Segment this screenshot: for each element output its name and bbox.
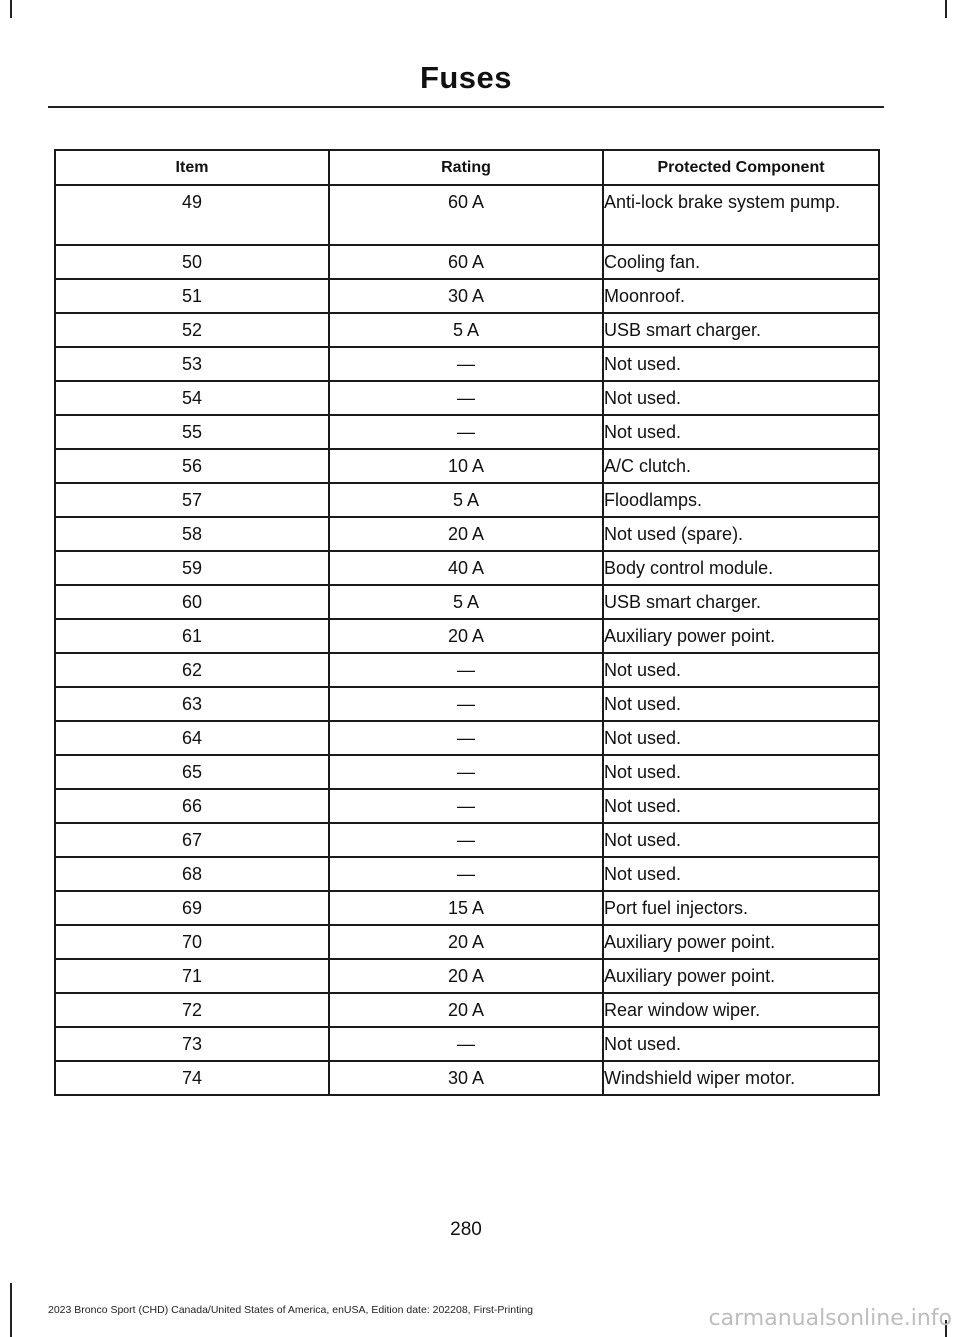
cell-item: 49 — [55, 185, 329, 245]
cell-rating: — — [329, 415, 603, 449]
cell-protected-component: Not used. — [603, 415, 879, 449]
table-row — [55, 347, 879, 381]
table-row — [55, 381, 879, 415]
cell-protected-component: Moonroof. — [603, 279, 879, 313]
table-row — [55, 245, 879, 279]
cell-rating: — — [329, 755, 603, 789]
cell-protected-component: Auxiliary power point. — [603, 619, 879, 653]
table-row — [55, 755, 879, 789]
cell-item: 64 — [55, 721, 329, 755]
table-row — [55, 1061, 879, 1095]
table-row — [55, 925, 879, 959]
table-row — [55, 313, 879, 347]
cell-rating: 60 A — [329, 185, 603, 245]
cell-rating: 5 A — [329, 585, 603, 619]
cell-rating: 20 A — [329, 925, 603, 959]
cell-rating: — — [329, 857, 603, 891]
table-row — [55, 483, 879, 517]
cell-item: 65 — [55, 755, 329, 789]
table-row — [55, 959, 879, 993]
cell-item: 58 — [55, 517, 329, 551]
cell-item: 57 — [55, 483, 329, 517]
table-row — [55, 279, 879, 313]
cell-rating: — — [329, 381, 603, 415]
cell-item: 72 — [55, 993, 329, 1027]
cell-protected-component: Floodlamps. — [603, 483, 879, 517]
fuse-table — [54, 149, 880, 1096]
cell-rating: — — [329, 823, 603, 857]
cell-item: 69 — [55, 891, 329, 925]
table-row — [55, 1027, 879, 1061]
cell-protected-component: Not used (spare). — [603, 517, 879, 551]
cell-rating: 20 A — [329, 517, 603, 551]
table-row — [55, 993, 879, 1027]
cell-protected-component: Anti-lock brake system pump. — [603, 185, 879, 245]
crop-mark-top-left — [10, 0, 12, 18]
table-row — [55, 619, 879, 653]
cell-protected-component: Not used. — [603, 755, 879, 789]
cell-item: 51 — [55, 279, 329, 313]
table-row — [55, 415, 879, 449]
cell-rating: 20 A — [329, 993, 603, 1027]
cell-protected-component: Not used. — [603, 347, 879, 381]
cell-rating: — — [329, 789, 603, 823]
cell-item: 54 — [55, 381, 329, 415]
cell-item: 74 — [55, 1061, 329, 1095]
table-row — [55, 449, 879, 483]
cell-rating: — — [329, 687, 603, 721]
crop-mark-top-right — [945, 0, 947, 18]
table-row — [55, 891, 879, 925]
cell-item: 63 — [55, 687, 329, 721]
table-row — [55, 551, 879, 585]
table-row — [55, 823, 879, 857]
cell-item: 56 — [55, 449, 329, 483]
cell-rating: 20 A — [329, 959, 603, 993]
cell-item: 67 — [55, 823, 329, 857]
cell-protected-component: Not used. — [603, 721, 879, 755]
table-row — [55, 721, 879, 755]
cell-item: 52 — [55, 313, 329, 347]
table-row — [55, 857, 879, 891]
cell-protected-component: Port fuel injectors. — [603, 891, 879, 925]
cell-protected-component: USB smart charger. — [603, 313, 879, 347]
cell-protected-component: Not used. — [603, 687, 879, 721]
cell-rating: 5 A — [329, 313, 603, 347]
cell-protected-component: Cooling fan. — [603, 245, 879, 279]
cell-rating: 15 A — [329, 891, 603, 925]
cell-protected-component: USB smart charger. — [603, 585, 879, 619]
cell-rating: 5 A — [329, 483, 603, 517]
crop-mark-bottom-left — [10, 1283, 12, 1337]
cell-item: 61 — [55, 619, 329, 653]
cell-rating: — — [329, 653, 603, 687]
cell-item: 70 — [55, 925, 329, 959]
header-item: Item — [55, 150, 329, 185]
watermark: carmanualsonline.info — [708, 1306, 952, 1331]
cell-protected-component: Not used. — [603, 381, 879, 415]
cell-protected-component: Not used. — [603, 857, 879, 891]
fuse-table-body — [55, 185, 879, 1095]
cell-protected-component: Body control module. — [603, 551, 879, 585]
table-header-row — [55, 150, 879, 185]
page-number: 280 — [450, 1219, 482, 1240]
cell-protected-component: Auxiliary power point. — [603, 959, 879, 993]
cell-rating: 40 A — [329, 551, 603, 585]
cell-item: 53 — [55, 347, 329, 381]
cell-rating: 20 A — [329, 619, 603, 653]
cell-protected-component: Auxiliary power point. — [603, 925, 879, 959]
table-row — [55, 789, 879, 823]
table-row — [55, 517, 879, 551]
cell-item: 68 — [55, 857, 329, 891]
cell-rating: — — [329, 1027, 603, 1061]
cell-item: 66 — [55, 789, 329, 823]
cell-rating: 30 A — [329, 279, 603, 313]
cell-protected-component: Rear window wiper. — [603, 993, 879, 1027]
cell-protected-component: Not used. — [603, 653, 879, 687]
cell-rating: — — [329, 347, 603, 381]
cell-item: 60 — [55, 585, 329, 619]
cell-protected-component: Not used. — [603, 789, 879, 823]
cell-protected-component: A/C clutch. — [603, 449, 879, 483]
table-row — [55, 653, 879, 687]
header-rating: Rating — [329, 150, 603, 185]
title-divider — [48, 106, 884, 108]
cell-protected-component: Not used. — [603, 1027, 879, 1061]
table-row — [55, 185, 879, 245]
footer-edition-info: 2023 Bronco Sport (CHD) Canada/United States of America, enUSA, Edition date: 202208, First-Printing — [48, 1304, 533, 1316]
cell-protected-component: Windshield wiper motor. — [603, 1061, 879, 1095]
cell-item: 59 — [55, 551, 329, 585]
cell-item: 55 — [55, 415, 329, 449]
cell-protected-component: Not used. — [603, 823, 879, 857]
table-row — [55, 687, 879, 721]
cell-rating: 10 A — [329, 449, 603, 483]
cell-item: 71 — [55, 959, 329, 993]
page-title: Fuses — [419, 60, 513, 95]
table-row — [55, 585, 879, 619]
cell-item: 50 — [55, 245, 329, 279]
cell-rating: 30 A — [329, 1061, 603, 1095]
cell-rating: 60 A — [329, 245, 603, 279]
cell-rating: — — [329, 721, 603, 755]
cell-item: 62 — [55, 653, 329, 687]
header-protected-component: Protected Component — [603, 150, 879, 185]
cell-item: 73 — [55, 1027, 329, 1061]
